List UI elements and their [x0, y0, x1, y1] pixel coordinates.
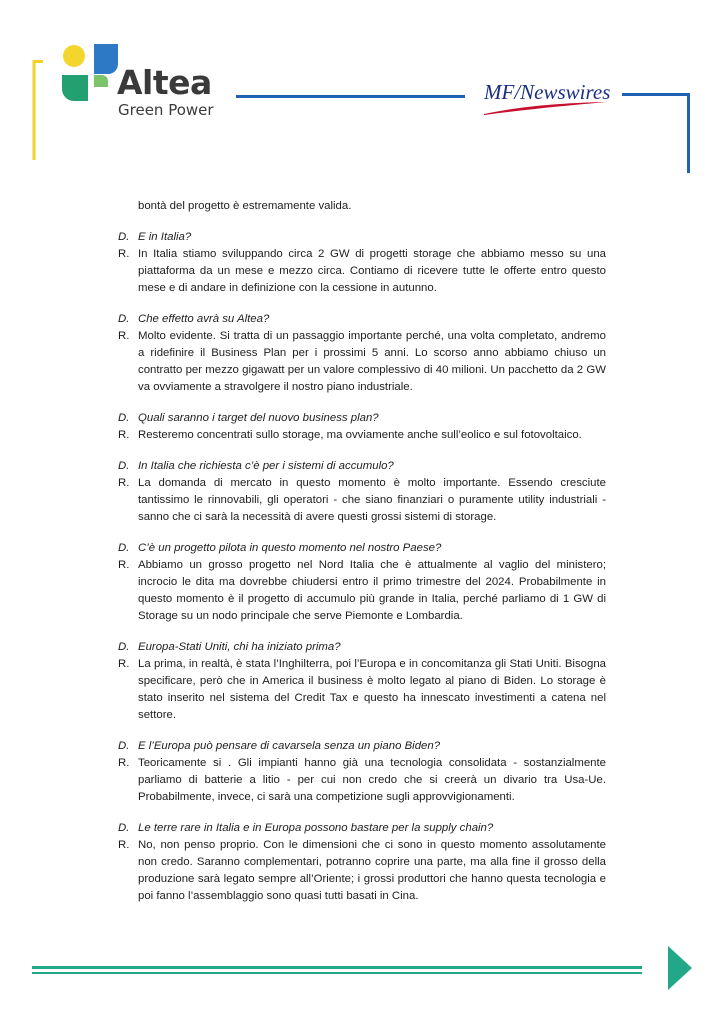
footer-divider — [32, 966, 642, 969]
qa-pair — [118, 639, 606, 724]
question-tag: D. — [118, 231, 130, 243]
answer-tag: R. — [118, 658, 130, 670]
question-text: Quali saranno i target del nuovo business plan? — [138, 412, 379, 424]
qa-pair — [118, 540, 606, 625]
qa-pair — [118, 311, 606, 396]
qa-pair — [118, 458, 606, 526]
question-tag: D. — [118, 412, 130, 424]
next-page-arrow-icon — [668, 946, 692, 990]
question-text: E in Italia? — [138, 231, 192, 243]
qa-pair — [118, 229, 606, 297]
question-text: E l’Europa può pensare di cavarsela senza un piano Biden? — [138, 740, 441, 752]
footer-divider-thin — [32, 972, 642, 974]
answer-tag: R. — [118, 429, 130, 441]
qa-pair — [118, 410, 606, 444]
brand-name: Altea — [117, 63, 212, 102]
question-tag: D. — [118, 641, 130, 653]
answer-text: Molto evidente. Si tratta di un passaggio importante perché, una volta completato, andremo a ridefinire il Business Plan per i prossimi 5 anni. Lo scorso anno abbiamo chiuso un contratto per mezzo gigawatt per un valore complessivo di 40 milioni. Un pacchetto da 2 GW va ovviamente a stravolgere il nostro piano industriale. — [138, 330, 606, 393]
answer-tag: R. — [118, 559, 130, 571]
answer-text: In Italia stiamo sviluppando circa 2 GW di progetti storage che abbiamo messo su una piattaforma da un mese e mezzo circa. Contiamo di ricevere tutte le offerte entro questo mese e di andare in definizione con la cessione in autunno. — [138, 248, 606, 294]
qa-pair — [118, 820, 606, 905]
answer-text: Abbiamo un grosso progetto nel Nord Italia che è attualmente al vaglio del ministero; incrocio le dita ma dovrebbe chiudersi entro il primo trimestre del 2024. Probabilmente in questo momento è il progetto di accumulo più grande in Italia, perché parliamo di 1 GW di Storage su un nodo principale che serve Piemonte e Lombardia. — [138, 559, 606, 622]
answer-tag: R. — [118, 839, 130, 851]
answer-tag: R. — [118, 248, 130, 260]
answer-text: La prima, in realtà, è stata l’Inghilterra, poi l’Europa e in concomitanza gli Stati Uniti. Bisogna specificare, però che in America il business è molto legato al piano di Biden. Lo storage è stato inserito nel sistema del Credit Tax e questo ha innescato investimenti a catena nel settore. — [138, 658, 606, 721]
question-text: Europa-Stati Uniti, chi ha iniziato prima? — [138, 641, 341, 653]
question-tag: D. — [118, 822, 130, 834]
question-text: C’è un progetto pilota in questo momento nel nostro Paese? — [138, 542, 442, 554]
question-tag: D. — [118, 460, 130, 472]
answer-tag: R. — [118, 330, 130, 342]
question-text: Le terre rare in Italia e in Europa possono bastare per la supply chain? — [138, 822, 494, 834]
partner-logo-text: MF/Newswires — [484, 80, 611, 104]
answer-text: La domanda di mercato in questo momento è molto importante. Essendo cresciute tantissimo le rinnovabili, gli operatori - che siano finanziari o puramente utility industriali - sanno che ci sarà la necessità di avere questi grossi sistemi di storage. — [138, 477, 606, 523]
header-divider — [236, 95, 465, 98]
answer-tag: R. — [118, 757, 130, 769]
question-text: Che effetto avrà su Altea? — [138, 313, 270, 325]
question-tag: D. — [118, 740, 130, 752]
interview-body — [118, 198, 606, 905]
answer-text: No, non penso proprio. Con le dimensioni che ci sono in questo momento assolutamente non credo. Saranno complementari, potranno coprire una parte, ma alla fine il grosso della produzione sarà legato sempre all’Oriente; i grossi produttori che hanno questa tecnologia e poi fanno l’assemblaggio sono quasi tutti basati in Cina. — [138, 839, 606, 902]
answer-tag: R. — [118, 477, 130, 489]
answer-text: Teoricamente si . Gli impianti hanno già una tecnologia consolidata - sostanzialmente parliamo di batterie a litio - per cui non credo che si creerà un divario tra Usa-Ue. Probabilmente, invece, ci sarà una competizione sugli approvvigionamenti. — [138, 757, 606, 803]
partner-logo-swoosh-icon — [482, 82, 614, 118]
qa-pair — [118, 738, 606, 806]
question-tag: D. — [118, 313, 130, 325]
question-text: In Italia che richiesta c’è per i sistemi di accumulo? — [138, 460, 394, 472]
answer-text: Resteremo concentrati sullo storage, ma ovviamente anche sull’eolico e sul fotovoltaico. — [138, 429, 582, 441]
left-bracket-decoration — [32, 60, 44, 160]
right-bracket-decoration — [622, 93, 692, 173]
altea-logo-icon — [62, 42, 120, 102]
intro-paragraph: bontà del progetto è estremamente valida. — [138, 200, 352, 212]
question-tag: D. — [118, 542, 130, 554]
brand-tagline: Green Power — [118, 101, 214, 119]
